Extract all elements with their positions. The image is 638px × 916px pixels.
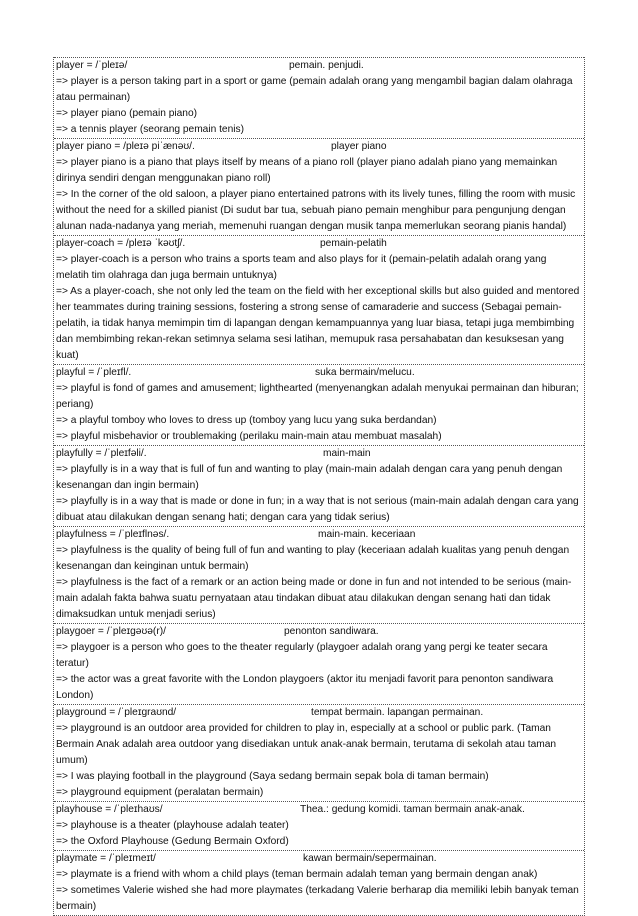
entry-playful bbox=[54, 364, 584, 445]
entry-line: => I was playing football in the playground (Saya sedang bermain sepak bola di taman bermain) bbox=[56, 771, 489, 782]
entry-playfulness bbox=[54, 526, 584, 623]
entry-meaning: main-main. keceriaan bbox=[318, 529, 416, 540]
entry-line: => playful is fond of games and amusement; lighthearted (menyenangkan adalah menyukai permainan dan hiburan; periang) bbox=[56, 383, 579, 410]
entry-line: => In the corner of the old saloon, a player piano entertained patrons with its lively tunes, filling the room with music without the need for a skilled pianist (Di sudut bar tua, sebuah piano pemain menghibur para pengunjung dengan alunan nada-nadanya yang meriah, memenuhi ruangan dengan musik tanpa memerlukan seorang pianis handal) bbox=[56, 189, 576, 232]
entry-term: player = /ˈpleɪə/ bbox=[56, 60, 128, 71]
entry-line: => sometimes Valerie wished she had more playmates (terkadang Valerie berharap dia memiliki lebih banyak teman bermain) bbox=[56, 885, 579, 912]
entry-meaning: main-main bbox=[323, 448, 371, 459]
entry-meaning: player piano bbox=[331, 141, 387, 152]
entry-line: => playfully is in a way that is full of fun and wanting to play (main-main adalah dengan cara yang penuh dengan kesenangan dan ingin bermain) bbox=[56, 464, 563, 491]
entry-term: playful = /ˈpleɪfl/. bbox=[56, 367, 132, 378]
entry-line: => a tennis player (seorang pemain tenis) bbox=[56, 124, 245, 135]
entry-meaning: kawan bermain/sepermainan. bbox=[303, 853, 437, 864]
entry-term: playfulness = /ˈpleɪflnəs/. bbox=[56, 529, 170, 540]
entry-playground bbox=[54, 704, 584, 801]
dictionary-table bbox=[53, 57, 585, 916]
entry-line: => the actor was a great favorite with the London playgoers (aktor itu menjadi favorit para penonton sandiwara London) bbox=[56, 674, 554, 701]
entry-term: playgoer = /ˈpleɪɡəʊə(r)/ bbox=[56, 626, 166, 637]
entry-term: player piano = /pleɪə piˈænəʊ/. bbox=[56, 141, 195, 152]
entry-line: => player-coach is a person who trains a sports team and also plays for it (pemain-pelatih adalah orang yang melatih tim olahraga dan juga bermain untuknya) bbox=[56, 254, 547, 281]
entry-line: => playground equipment (peralatan bermain) bbox=[56, 787, 264, 798]
entry-line: => playfulness is the quality of being full of fun and wanting to play (keceriaan adalah kualitas yang penuh dengan kesenangan dan keinginan untuk bermain) bbox=[56, 545, 570, 572]
entry-line: => playful misbehavior or troublemaking (perilaku main-main atau membuat masalah) bbox=[56, 431, 442, 442]
entry-line: => playfully is in a way that is made or done in fun; in a way that is not serious (main-main adalah dengan cara yang dibuat atau dilakukan dengan senang hati; dengan cara yang tidak serius) bbox=[56, 496, 579, 523]
entry-player-piano bbox=[54, 138, 584, 235]
entry-line: => playhouse is a theater (playhouse adalah teater) bbox=[56, 820, 289, 831]
entry-line: => the Oxford Playhouse (Gedung Bermain Oxford) bbox=[56, 836, 289, 847]
entry-term: playfully = /ˈpleɪfəli/. bbox=[56, 448, 147, 459]
entry-meaning: pemain. penjudi. bbox=[289, 60, 364, 71]
entry-line: => playgoer is a person who goes to the theater regularly (playgoer adalah orang yang pergi ke teater secara teratur) bbox=[56, 642, 548, 669]
entry-playmate bbox=[54, 850, 584, 915]
entry-line: => As a player-coach, she not only led the team on the field with her exceptional skills but also guided and mentored her teammates during training sessions, fostering a strong sense of camaraderie and success (Sebagai pemain-pelatih, ia tidak hanya memimpin tim di lapangan dengan kemampuannya yang luar biasa, tetapi juga membimbing dan membimbing rekan-rekan setimnya selama sesi latihan, memupuk rasa persahabatan dan kesuksesan yang kuat) bbox=[56, 286, 580, 361]
entry-player bbox=[54, 57, 584, 138]
entry-term: player-coach = /pleɪə ˈkəʊtʃ/. bbox=[56, 238, 186, 249]
entry-player-coach bbox=[54, 235, 584, 364]
entry-meaning: pemain-pelatih bbox=[320, 238, 387, 249]
entry-line: => player piano (pemain piano) bbox=[56, 108, 198, 119]
entry-playhouse bbox=[54, 801, 584, 850]
entry-term: playground = /ˈpleɪɡraʊnd/ bbox=[56, 707, 177, 718]
entry-meaning: suka bermain/melucu. bbox=[315, 367, 415, 378]
entry-line: => player is a person taking part in a sport or game (pemain adalah orang yang mengambil bagian dalam olahraga atau permainan) bbox=[56, 76, 573, 103]
entry-playfully bbox=[54, 445, 584, 526]
entry-playgoer bbox=[54, 623, 584, 704]
entry-line: => playfulness is the fact of a remark or an action being made or done in fun and not intended to be serious (main-main adalah fakta bahwa suatu pernyataan atau tindakan dibuat atau dilakukan dengan senang hati dan tidak dimaksudkan untuk menjadi serius) bbox=[56, 577, 572, 620]
entry-term: playmate = /ˈpleɪmeɪt/ bbox=[56, 853, 156, 864]
entry-term: playhouse = /ˈpleɪhaʊs/ bbox=[56, 804, 163, 815]
entry-line: => a playful tomboy who loves to dress up (tomboy yang lucu yang suka berdandan) bbox=[56, 415, 437, 426]
entry-meaning: penonton sandiwara. bbox=[284, 626, 379, 637]
entry-line: => playground is an outdoor area provided for children to play in, especially at a school or public park. (Taman Bermain Anak adalah area outdoor yang disediakan untuk anak-anak bermain, terutama di sekolah atau taman umum) bbox=[56, 723, 557, 766]
entry-meaning: tempat bermain. lapangan permainan. bbox=[311, 707, 484, 718]
entry-line: => playmate is a friend with whom a child plays (teman bermain adalah teman yang bermain dengan anak) bbox=[56, 869, 538, 880]
entry-line: => player piano is a piano that plays itself by means of a piano roll (player piano adalah piano yang memainkan dirinya sendiri dengan menggunakan piano roll) bbox=[56, 157, 558, 184]
entry-meaning: Thea.: gedung komidi. taman bermain anak-anak. bbox=[300, 804, 525, 815]
